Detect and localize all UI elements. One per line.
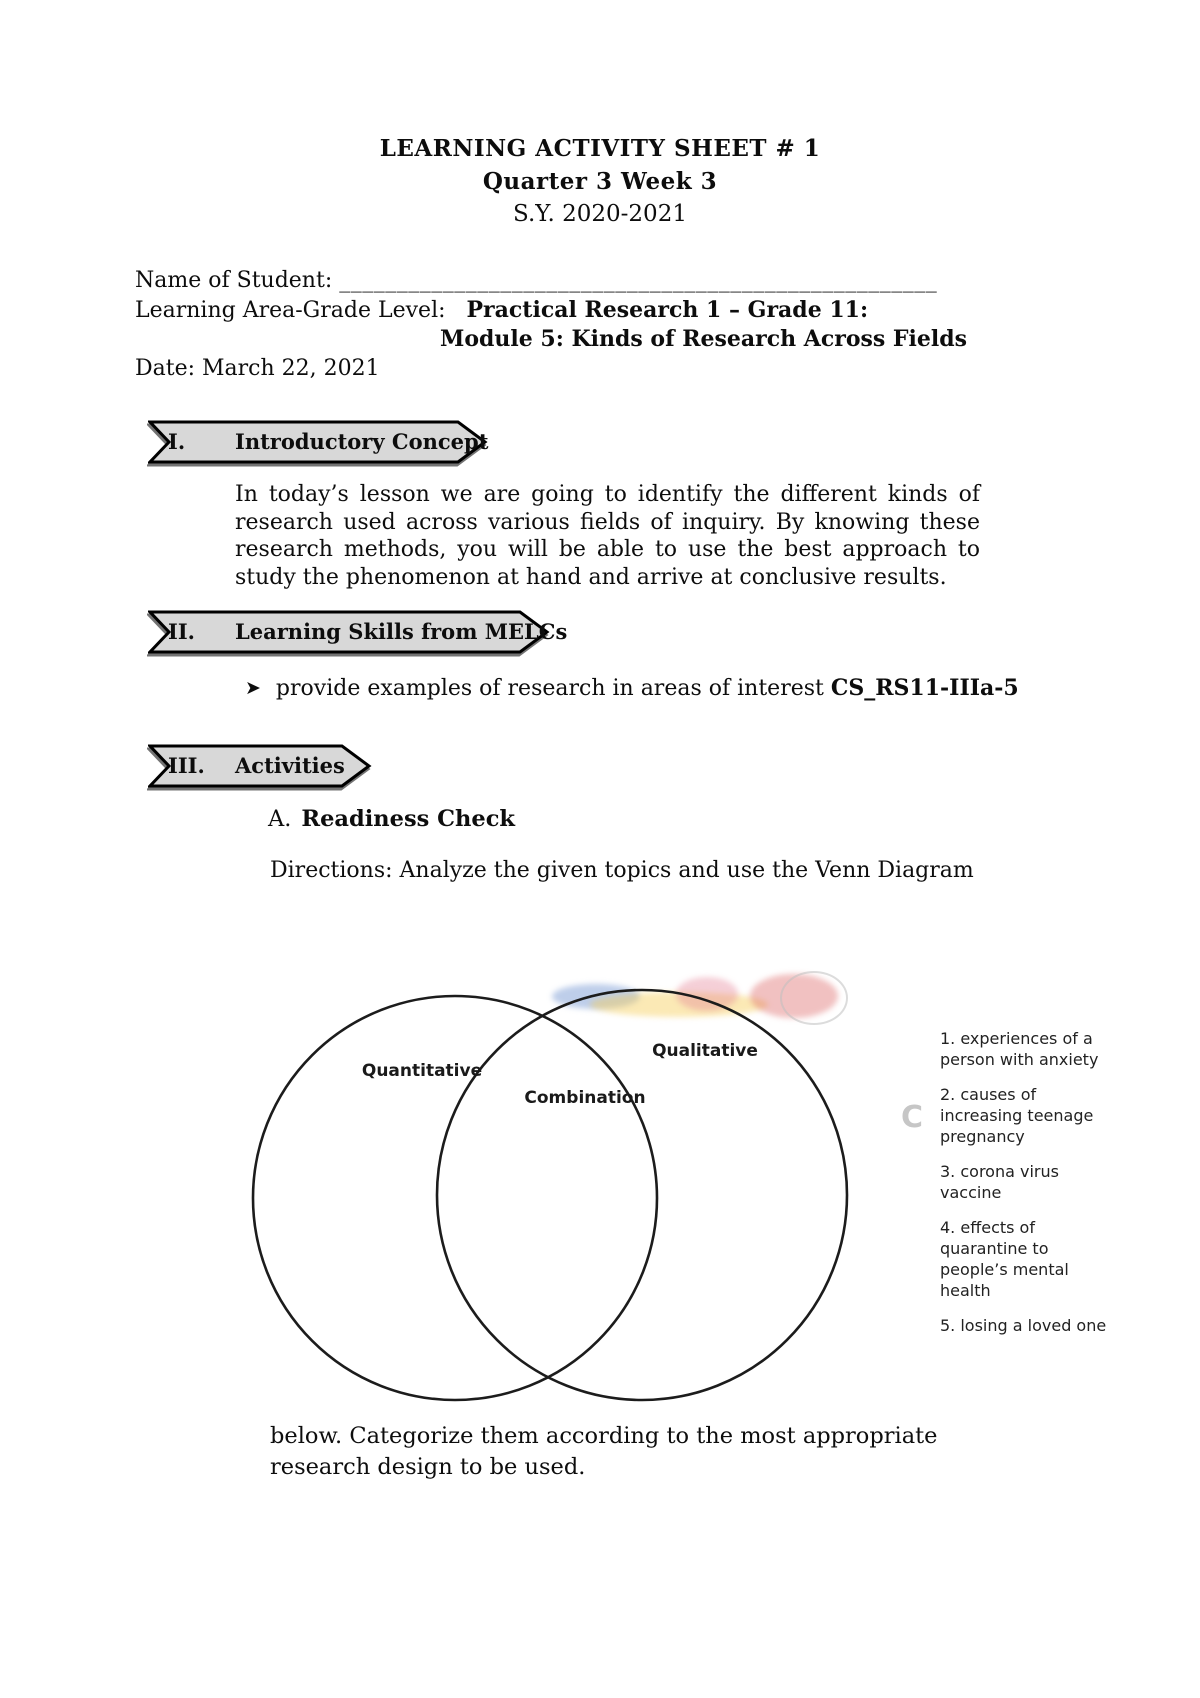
title-block: [0, 132, 1200, 231]
topics-list: [940, 1028, 1116, 1350]
student-name-line: [135, 267, 1095, 296]
student-name-label: Name of Student:: [135, 268, 333, 293]
arrow-bullet-icon: ➤: [245, 677, 261, 699]
learning-area-value: Practical Research 1 – Grade 11:: [466, 296, 869, 323]
document-title: LEARNING ACTIVITY SHEET # 1: [379, 135, 821, 162]
venn-label-combination: Combination: [524, 1088, 646, 1108]
topic-item-3: 3. corona virus vaccine: [940, 1162, 1059, 1202]
faded-bracket-mark: C: [901, 1100, 924, 1135]
document-subtitle-schoolyear: S.Y. 2020-2021: [513, 201, 687, 227]
topic-item-4: 4. effects of quarantine to people’s mental health: [940, 1218, 1069, 1300]
venn-label-qualitative: Qualitative: [652, 1041, 758, 1061]
section-banner-activities: [148, 744, 372, 788]
section-title: Introductory Concept: [235, 429, 489, 454]
venn-label-quantitative: Quantitative: [361, 1061, 483, 1081]
section-title: Activities: [235, 753, 345, 778]
activity-heading: [268, 806, 515, 832]
melc-text: [276, 674, 1035, 704]
venn-circles: [230, 933, 890, 1407]
learning-area-label: Learning Area-Grade Level:: [135, 297, 446, 323]
activity-letter: A.: [268, 806, 292, 832]
student-name-blank-line: ____________________________________________________: [339, 268, 938, 293]
learning-area-line: [135, 296, 1095, 326]
closing-instruction: below. Categorize them according to the most appropriate research design to be used.: [270, 1423, 938, 1480]
section-banner-introductory-concept: [148, 420, 488, 464]
document-subtitle-week: Quarter 3 Week 3: [482, 168, 718, 195]
module-line: [440, 325, 1095, 355]
section-title: Learning Skills from MELCs: [235, 619, 568, 644]
section-banner-learning-skills: [148, 610, 568, 654]
venn-diagram: [230, 933, 890, 1407]
introductory-paragraph: In today’s lesson we are going to identify the different kinds of research used across various fields of inquiry. By knowing these research methods, you will be able to use the best approach to study the phenomenon at hand and arrive at conclusive results.: [235, 482, 980, 590]
activity-title: Readiness Check: [301, 806, 515, 832]
topic-item-1: 1. experiences of a person with anxiety: [940, 1029, 1099, 1069]
date-line: Date: March 22, 2021: [135, 355, 380, 381]
melc-description: provide examples of research in areas of interest: [275, 676, 831, 701]
melc-bullet-item: [245, 674, 1035, 704]
directions-text: Directions: Analyze the given topics and use the Venn Diagram: [270, 858, 974, 883]
section-numeral: III.: [168, 753, 205, 778]
module-value: Module 5: Kinds of Research Across Fields: [440, 326, 968, 352]
topic-item-2: 2. causes of increasing teenage pregnancy: [940, 1085, 1094, 1146]
student-info-block: [135, 267, 1095, 383]
section-numeral: I.: [168, 429, 186, 454]
topic-item-5: 5. losing a loved one: [940, 1316, 1107, 1335]
melc-code: CS_RS11-IIIa-5: [830, 675, 1019, 701]
section-numeral: II.: [168, 619, 195, 644]
